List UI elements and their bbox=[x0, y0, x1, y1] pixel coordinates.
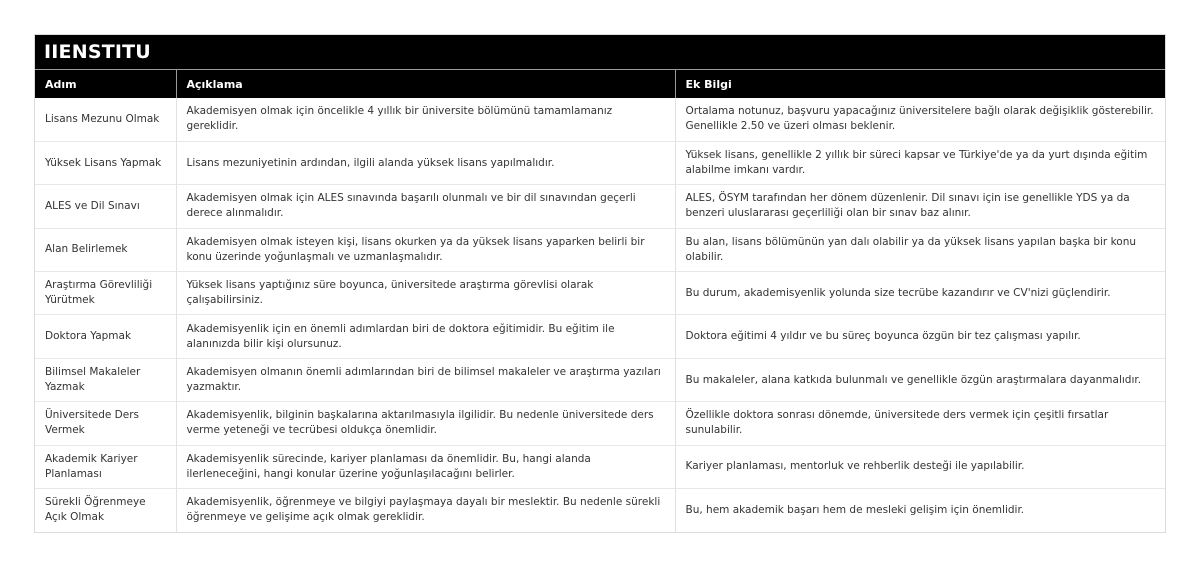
steps-table bbox=[35, 70, 1165, 532]
cell-description: Akademisyenlik için en önemli adımlardan biri de doktora eğitimidir. Bu eğitim ile alanınızda bilir kişi olursunuz. bbox=[176, 315, 675, 358]
table-row bbox=[35, 98, 1165, 141]
cell-description: Akademisyenlik, öğrenmeye ve bilgiyi paylaşmaya dayalı bir meslektir. Bu nedenle sürekli öğrenmeye ve gelişime açık olmak gereklidir. bbox=[176, 489, 675, 532]
cell-extra-info: Bu durum, akademisyenlik yolunda size tecrübe kazandırır ve CV'nizi güçlendirir. bbox=[675, 272, 1165, 315]
cell-extra-info: Bu alan, lisans bölümünün yan dalı olabilir ya da yüksek lisans yapılan başka bir konu olabilir. bbox=[675, 228, 1165, 271]
cell-step: Üniversitede Ders Vermek bbox=[35, 402, 176, 445]
cell-step: Akademik Kariyer Planlaması bbox=[35, 445, 176, 488]
cell-extra-info: ALES, ÖSYM tarafından her dönem düzenlenir. Dil sınavı için ise genellikle YDS ya da benzeri uluslararası geçerliliği olan bir sınav baz alınır. bbox=[675, 185, 1165, 228]
cell-extra-info: Doktora eğitimi 4 yıldır ve bu süreç boyunca özgün bir tez çalışması yapılır. bbox=[675, 315, 1165, 358]
cell-step: Sürekli Öğrenmeye Açık Olmak bbox=[35, 489, 176, 532]
table-row bbox=[35, 489, 1165, 532]
cell-description: Yüksek lisans yaptığınız süre boyunca, üniversitede araştırma görevlisi olarak çalışabilirsiniz. bbox=[176, 272, 675, 315]
table-header-row bbox=[35, 70, 1165, 98]
table-row bbox=[35, 445, 1165, 488]
table-row bbox=[35, 358, 1165, 401]
cell-step: Bilimsel Makaleler Yazmak bbox=[35, 358, 176, 401]
cell-step: Araştırma Görevliliği Yürütmek bbox=[35, 272, 176, 315]
cell-extra-info: Özellikle doktora sonrası dönemde, üniversitede ders vermek için çeşitli fırsatlar sunulabilir. bbox=[675, 402, 1165, 445]
steps-table-container bbox=[34, 34, 1166, 533]
table-row bbox=[35, 141, 1165, 184]
cell-step: Doktora Yapmak bbox=[35, 315, 176, 358]
table-title: IIENSTITU bbox=[35, 35, 1165, 70]
header-description: Açıklama bbox=[176, 70, 675, 98]
cell-description: Akademisyen olmak isteyen kişi, lisans okurken ya da yüksek lisans yaparken belirli bir konu üzerinde yoğunlaşmalı ve uzmanlaşmalıdır. bbox=[176, 228, 675, 271]
table-row bbox=[35, 272, 1165, 315]
cell-description: Akademisyen olmak için ALES sınavında başarılı olunmalı ve bir dil sınavından geçerli derece alınmalıdır. bbox=[176, 185, 675, 228]
cell-step: Alan Belirlemek bbox=[35, 228, 176, 271]
header-extra-info: Ek Bilgi bbox=[675, 70, 1165, 98]
cell-extra-info: Bu makaleler, alana katkıda bulunmalı ve genellikle özgün araştırmalara dayanmalıdır. bbox=[675, 358, 1165, 401]
cell-step: Lisans Mezunu Olmak bbox=[35, 98, 176, 141]
table-row bbox=[35, 402, 1165, 445]
cell-extra-info: Yüksek lisans, genellikle 2 yıllık bir süreci kapsar ve Türkiye'de ya da yurt dışında eğitim alabilme imkanı vardır. bbox=[675, 141, 1165, 184]
cell-description: Akademisyenlik sürecinde, kariyer planlaması da önemlidir. Bu, hangi alanda ilerleneceğini, hangi konular üzerine yoğunlaşılacağını belirler. bbox=[176, 445, 675, 488]
table-row bbox=[35, 185, 1165, 228]
cell-extra-info: Bu, hem akademik başarı hem de mesleki gelişim için önemlidir. bbox=[675, 489, 1165, 532]
cell-extra-info: Ortalama notunuz, başvuru yapacağınız üniversitelere bağlı olarak değişiklik gösterebilir. Genellikle 2.50 ve üzeri olması beklenir. bbox=[685, 105, 1154, 133]
header-step: Adım bbox=[35, 70, 176, 98]
cell-description: Akademisyen olmak için öncelikle 4 yıllık bir üniversite bölümünü tamamlamanız gereklidir. bbox=[176, 98, 675, 141]
cell-step: ALES ve Dil Sınavı bbox=[35, 185, 176, 228]
cell-extra-info: Kariyer planlaması, mentorluk ve rehberlik desteği ile yapılabilir. bbox=[675, 445, 1165, 488]
table-row bbox=[35, 228, 1165, 271]
table-row bbox=[35, 315, 1165, 358]
cell-step: Yüksek Lisans Yapmak bbox=[35, 141, 176, 184]
cell-description: Akademisyenlik, bilginin başkalarına aktarılmasıyla ilgilidir. Bu nedenle üniversitede ders verme yeteneği ve tecrübesi oldukça önemlidir. bbox=[176, 402, 675, 445]
cell-description: Lisans mezuniyetinin ardından, ilgili alanda yüksek lisans yapılmalıdır. bbox=[176, 141, 675, 184]
cell-description: Akademisyen olmanın önemli adımlarından biri de bilimsel makaleler ve araştırma yazıları yazmaktır. bbox=[176, 358, 675, 401]
